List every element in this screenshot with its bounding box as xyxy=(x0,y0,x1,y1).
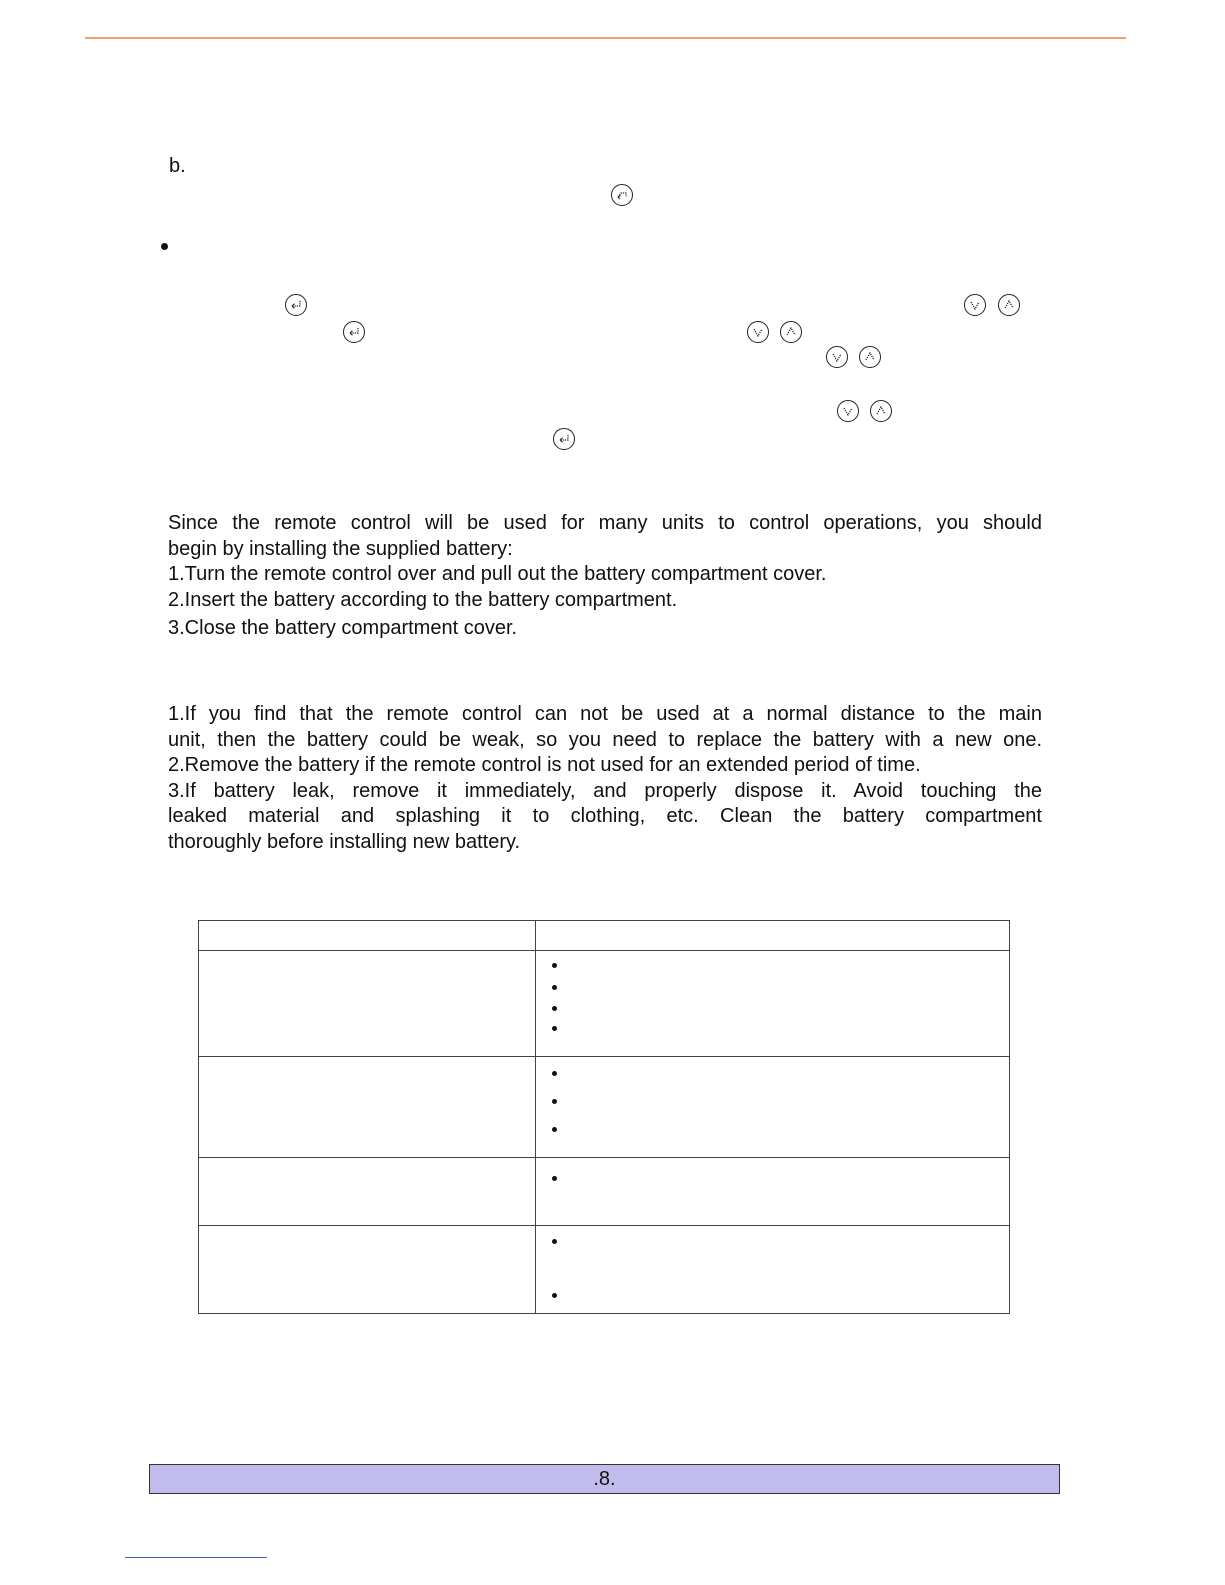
troubleshooting-table xyxy=(198,920,1010,1314)
battery-notes-section xyxy=(168,702,1042,855)
table-bullet xyxy=(552,1127,557,1132)
chevron-up-icon xyxy=(870,400,892,422)
header-row-divider xyxy=(199,950,1009,951)
table-bullet xyxy=(552,985,557,990)
chevron-up-icon xyxy=(859,346,881,368)
step-marker: b. xyxy=(169,155,186,177)
list-item: 1.Turn the remote control over and pull out the battery compartment cover. xyxy=(168,563,827,585)
chevron-down-icon xyxy=(964,294,986,316)
paragraph-line: Since the remote control will be used for many units to control operations, you should xyxy=(168,512,1042,534)
chevron-up-icon xyxy=(780,321,802,343)
enter-icon xyxy=(553,428,575,450)
list-item: 2.Insert the battery according to the battery compartment. xyxy=(168,588,678,611)
list-item: 2.Remove the battery if the remote control is not used for an extended period of time. xyxy=(168,754,921,776)
row-divider xyxy=(199,1056,1009,1057)
list-item: 1.If you find that the remote control can not be used at a normal distance to the main xyxy=(168,703,1042,725)
table-bullet xyxy=(552,1293,557,1298)
list-bullet xyxy=(161,243,168,250)
footer-link-underline[interactable] xyxy=(125,1557,267,1558)
table-bullet xyxy=(552,963,557,968)
row-divider xyxy=(199,1157,1009,1158)
enter-icon xyxy=(343,321,365,343)
table-bullet xyxy=(552,1026,557,1031)
chevron-down-icon xyxy=(826,346,848,368)
table-bullet xyxy=(552,1176,557,1181)
table-bullet xyxy=(552,1006,557,1011)
list-item: 3.If battery leak, remove it immediately, and properly dispose it. Avoid touching the xyxy=(168,779,1042,802)
list-item: 3.Close the battery compartment cover. xyxy=(168,617,518,639)
table-bullet xyxy=(552,1071,557,1076)
paragraph-line: begin by installing the supplied battery: xyxy=(168,537,513,560)
enter-icon xyxy=(285,294,307,316)
column-divider xyxy=(535,921,536,1313)
footer-bar xyxy=(149,1464,1060,1494)
table-bullet xyxy=(552,1099,557,1104)
header-rule xyxy=(85,37,1126,39)
paragraph-line: leaked material and splashing it to clothing, etc. Clean the battery compartment xyxy=(168,805,1042,827)
paragraph-line: unit, then the battery could be weak, so you need to replace the battery with a new one. xyxy=(168,728,1042,751)
page-number: .8. xyxy=(593,1467,616,1490)
chevron-up-icon xyxy=(998,294,1020,316)
chevron-down-icon xyxy=(747,321,769,343)
row-divider xyxy=(199,1225,1009,1226)
table-bullet xyxy=(552,1239,557,1244)
paragraph-line: thoroughly before installing new battery. xyxy=(168,830,521,853)
battery-install-section xyxy=(168,511,1042,642)
chevron-down-icon xyxy=(837,400,859,422)
return-arrow-icon xyxy=(611,184,633,206)
